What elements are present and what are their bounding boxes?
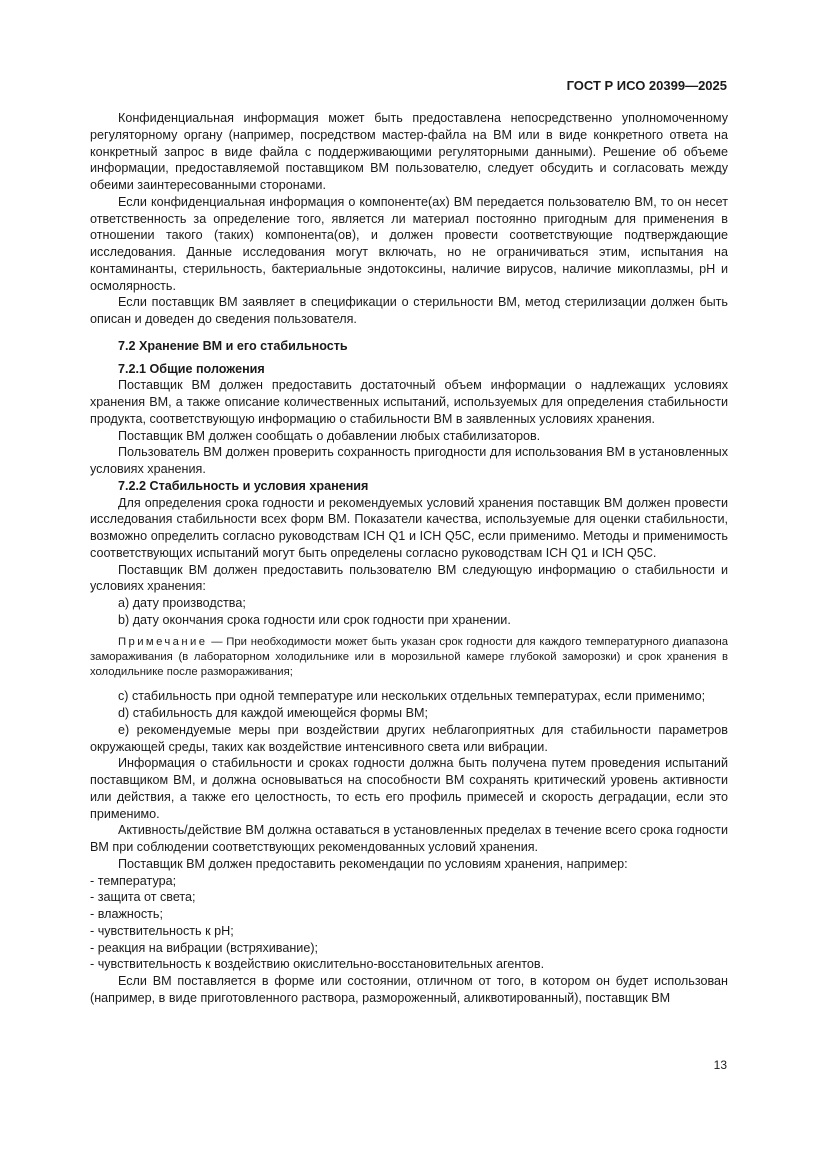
dash-list-item: - реакция на вибрации (встряхивание); [90, 940, 319, 955]
document-header: ГОСТ Р ИСО 20399—2025 [566, 78, 727, 93]
paragraph: Конфиденциальная информация может быть предоставлена непосредственно уполномоченному регуляторному органу (например, посредством мастер-файла на ВМ или в виде конкретного ответа на конкретный запрос в виде файла с поддерживающими регуляторными данными). Решение об объеме информации, предоставляемой поставщиком ВМ пользователю, следует обсудить и согласовать между обеими заинтересованными сторонами. [90, 111, 728, 192]
note [90, 635, 728, 681]
dash-list-item: - защита от света; [90, 890, 196, 905]
section-heading-7-2: 7.2 Хранение ВМ и его стабильность [118, 338, 348, 353]
list-item: c) стабильность при одной температуре или нескольких отдельных температурах, если применимо; [118, 689, 706, 704]
paragraph: Поставщик ВМ должен предоставить пользователю ВМ следующую информацию о стабильности и условиях хранения: [90, 562, 728, 594]
paragraph: Поставщик ВМ должен предоставить рекомендации по условиям хранения, например: [118, 856, 628, 871]
list-item: d) стабильность для каждой имеющейся формы ВМ; [118, 706, 428, 721]
dash-list-item: - чувствительность к воздействию окислительно-восстановительных агентов. [90, 957, 545, 972]
paragraph: Поставщик ВМ должен предоставить достаточный объем информации о надлежащих условиях хранения ВМ, а также описание количественных испытаний, используемых для определения стабильности продукта, соответствующую информацию о стабильности ВМ в заявленных условиях хранения. [90, 378, 728, 426]
paragraph: Если ВМ поставляется в форме или состоянии, отличном от того, в котором он будет использован (например, в виде приготовленного раствора, размороженный, аликвотированный), поставщик ВМ [90, 974, 728, 1005]
paragraph: Информация о стабильности и сроках годности должна быть получена путем проведения испытаний поставщиком ВМ, и должна основываться на способности ВМ сохранять критический уровень активности или действия, а также его целостность, то есть его профиль примесей и скорость деградации, если это применимо. [90, 756, 728, 821]
paragraph: Пользователь ВМ должен проверить сохранность пригодности для использования ВМ в установленных условиях хранения. [90, 445, 728, 476]
page-number: 13 [713, 1058, 727, 1072]
paragraph: Поставщик ВМ должен сообщать о добавлении любых стабилизаторов. [118, 428, 541, 443]
document-body [90, 110, 728, 1007]
dash-list-item: - чувствительность к pH; [90, 923, 234, 938]
dash-list-item: - влажность; [90, 907, 163, 922]
list-item: e) рекомендуемые меры при воздействии других неблагоприятных для стабильности параметров окружающей среды, таких как воздействие интенсивного света или вибрации. [90, 722, 728, 754]
list-item: a) дату производства; [118, 596, 246, 610]
list-item: b) дату окончания срока годности или срок годности при хранении. [118, 612, 511, 627]
paragraph: Для определения срока годности и рекомендуемых условий хранения поставщик ВМ должен провести исследования стабильности всех форм ВМ. Показатели качества, используемые для оценки стабильности, возможно определить согласно руководствам ICH Q1 и ICH Q5C, если применимо. Методы и применимость соответствующих испытаний могут быть определены согласно руководствам ICH Q1 и ICH Q5C. [90, 495, 728, 560]
section-heading-7-2-1: 7.2.1 Общие положения [118, 361, 265, 376]
note-text: — При необходимости может быть указан срок годности для каждого температурного диапазона замораживания (в лабораторном холодильнике или в морозильной камере глубокой заморозки) и срок хранения в холодильнике после размораживания; [90, 635, 728, 679]
note-label: Примечание [118, 635, 208, 648]
paragraph: Если конфиденциальная информация о компоненте(ах) ВМ передается пользователю ВМ, то он несет ответственность за определение того, является ли материал постоянно пригодным для применения в отношении такого (таких) компонента(ов), и должен провести соответствующие подтверждающие исследования. Данные исследования могут включать, но не ограничиваться этим, испытания на контаминанты, стерильность, бактериальные эндотоксины, наличие вирусов, наличие микоплазмы, pH и осмолярность. [90, 194, 728, 293]
paragraph: Если поставщик ВМ заявляет в спецификации о стерильности ВМ, метод стерилизации должен быть описан и доведен до сведения пользователя. [90, 295, 728, 326]
paragraph: Активность/действие ВМ должна оставаться в установленных пределах в течение всего срока годности ВМ при соблюдении соответствующих рекомендованных условий хранения. [90, 823, 728, 855]
dash-list-item: - температура; [90, 873, 177, 888]
section-heading-7-2-2: 7.2.2 Стабильность и условия хранения [118, 478, 369, 493]
